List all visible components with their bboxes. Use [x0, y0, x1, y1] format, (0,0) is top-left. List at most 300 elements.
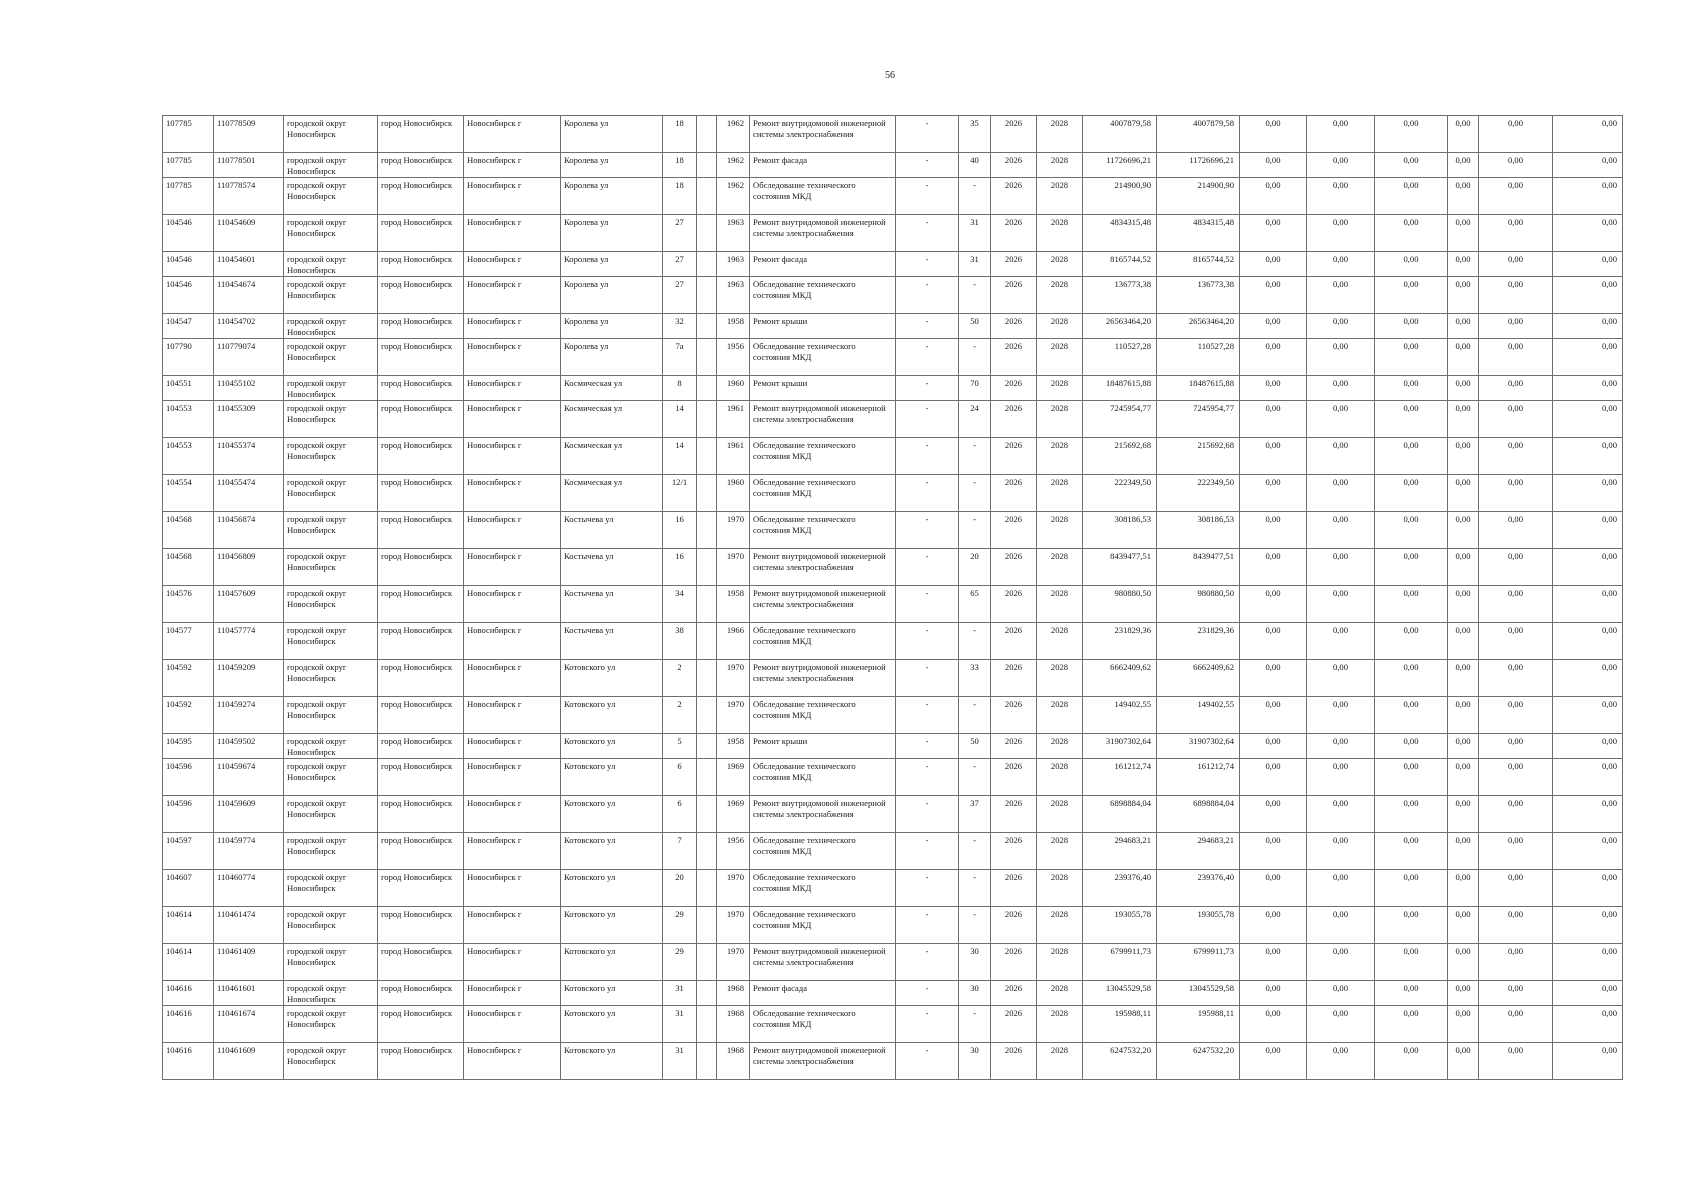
cell-total: 8439477,51: [1157, 549, 1240, 586]
table-row: [163, 944, 1623, 981]
cell-v6: 0,00: [1553, 759, 1623, 796]
cell-settlement: город Новосибирск: [378, 401, 464, 438]
cell-code: 110454601: [214, 252, 284, 277]
cell-wear: 50: [959, 734, 991, 759]
cell-v4: 0,00: [1448, 549, 1479, 586]
cell-v6: 0,00: [1553, 660, 1623, 697]
cell-v1: 0,00: [1240, 833, 1307, 870]
cell-v3: 0,00: [1375, 339, 1448, 376]
cell-year-to: 2028: [1037, 907, 1083, 944]
cell-total: 308186,53: [1157, 512, 1240, 549]
cell-id: 104547: [163, 314, 214, 339]
cell-city: Новосибирск г: [464, 907, 561, 944]
cell-v5: 0,00: [1479, 870, 1553, 907]
cell-wear: 33: [959, 660, 991, 697]
cell-v2: 0,00: [1307, 475, 1375, 512]
cell-v5: 0,00: [1479, 339, 1553, 376]
cell-blank: [697, 623, 717, 660]
cell-street: Королева ул: [561, 215, 663, 252]
cell-year-to: 2028: [1037, 475, 1083, 512]
cell-settlement: город Новосибирск: [378, 339, 464, 376]
cell-dash: -: [896, 339, 959, 376]
cell-work: Ремонт внутридомовой инженерной системы электроснабжения: [750, 796, 896, 833]
cell-blank: [697, 660, 717, 697]
cell-year-from: 2026: [991, 697, 1037, 734]
cell-id: 107790: [163, 339, 214, 376]
table-row: [163, 1043, 1623, 1080]
cell-district: городской округ Новосибирск: [284, 660, 378, 697]
cell-wear: -: [959, 178, 991, 215]
cell-city: Новосибирск г: [464, 697, 561, 734]
cell-wear: -: [959, 697, 991, 734]
cell-total: 13045529,58: [1157, 981, 1240, 1006]
cell-year-to: 2028: [1037, 401, 1083, 438]
cell-district: городской округ Новосибирск: [284, 314, 378, 339]
cell-v1: 0,00: [1240, 623, 1307, 660]
cell-dash: -: [896, 734, 959, 759]
cell-city: Новосибирск г: [464, 623, 561, 660]
cell-v2: 0,00: [1307, 339, 1375, 376]
cell-street: Костычева ул: [561, 512, 663, 549]
cell-total: 4834315,48: [1157, 215, 1240, 252]
cell-year-from: 2026: [991, 475, 1037, 512]
cell-year: 1958: [717, 314, 750, 339]
cell-work: Обследование технического состояния МКД: [750, 870, 896, 907]
cell-blank: [697, 153, 717, 178]
cell-total: 18487615,88: [1157, 376, 1240, 401]
cell-dash: -: [896, 623, 959, 660]
cell-v4: 0,00: [1448, 438, 1479, 475]
cell-v6: 0,00: [1553, 734, 1623, 759]
cell-district: городской округ Новосибирск: [284, 981, 378, 1006]
cell-dash: -: [896, 833, 959, 870]
cell-v4: 0,00: [1448, 734, 1479, 759]
cell-house: 6: [663, 759, 697, 796]
cell-district: городской округ Новосибирск: [284, 944, 378, 981]
cell-city: Новосибирск г: [464, 376, 561, 401]
cell-year: 1958: [717, 734, 750, 759]
cell-year: 1969: [717, 796, 750, 833]
cell-street: Котовского ул: [561, 981, 663, 1006]
table-row: [163, 981, 1623, 1006]
cell-year-to: 2028: [1037, 215, 1083, 252]
cell-v3: 0,00: [1375, 870, 1448, 907]
cell-v4: 0,00: [1448, 660, 1479, 697]
cell-v1: 0,00: [1240, 944, 1307, 981]
cell-city: Новосибирск г: [464, 759, 561, 796]
cell-v2: 0,00: [1307, 116, 1375, 153]
cell-work: Ремонт фасада: [750, 981, 896, 1006]
cell-blank: [697, 339, 717, 376]
cell-year: 1962: [717, 153, 750, 178]
cell-v1: 0,00: [1240, 252, 1307, 277]
cell-street: Котовского ул: [561, 759, 663, 796]
cell-blank: [697, 734, 717, 759]
cell-cost: 26563464,20: [1083, 314, 1157, 339]
cell-v5: 0,00: [1479, 734, 1553, 759]
cell-v5: 0,00: [1479, 944, 1553, 981]
cell-v3: 0,00: [1375, 623, 1448, 660]
cell-wear: 31: [959, 215, 991, 252]
cell-v3: 0,00: [1375, 475, 1448, 512]
table-row: [163, 697, 1623, 734]
cell-blank: [697, 981, 717, 1006]
cell-cost: 136773,38: [1083, 277, 1157, 314]
cell-v4: 0,00: [1448, 512, 1479, 549]
cell-v6: 0,00: [1553, 178, 1623, 215]
cell-year: 1958: [717, 586, 750, 623]
cell-dash: -: [896, 660, 959, 697]
cell-total: 222349,50: [1157, 475, 1240, 512]
cell-wear: 24: [959, 401, 991, 438]
cell-house: 20: [663, 870, 697, 907]
cell-year-from: 2026: [991, 1043, 1037, 1080]
cell-total: 294683,21: [1157, 833, 1240, 870]
cell-wear: -: [959, 475, 991, 512]
cell-id: 104595: [163, 734, 214, 759]
cell-id: 104596: [163, 759, 214, 796]
cell-v4: 0,00: [1448, 116, 1479, 153]
cell-street: Королева ул: [561, 277, 663, 314]
cell-city: Новосибирск г: [464, 981, 561, 1006]
cell-dash: -: [896, 697, 959, 734]
cell-v5: 0,00: [1479, 116, 1553, 153]
cell-blank: [697, 401, 717, 438]
cell-work: Ремонт внутридомовой инженерной системы электроснабжения: [750, 586, 896, 623]
cell-cost: 149402,55: [1083, 697, 1157, 734]
cell-street: Котовского ул: [561, 944, 663, 981]
cell-cost: 161212,74: [1083, 759, 1157, 796]
cell-district: городской округ Новосибирск: [284, 178, 378, 215]
cell-settlement: город Новосибирск: [378, 215, 464, 252]
cell-v5: 0,00: [1479, 549, 1553, 586]
cell-id: 104607: [163, 870, 214, 907]
cell-dash: -: [896, 475, 959, 512]
cell-street: Котовского ул: [561, 833, 663, 870]
cell-code: 110454702: [214, 314, 284, 339]
cell-v2: 0,00: [1307, 870, 1375, 907]
cell-v1: 0,00: [1240, 981, 1307, 1006]
cell-v1: 0,00: [1240, 475, 1307, 512]
cell-settlement: город Новосибирск: [378, 586, 464, 623]
cell-work: Ремонт крыши: [750, 376, 896, 401]
cell-v4: 0,00: [1448, 586, 1479, 623]
cell-house: 32: [663, 314, 697, 339]
cell-district: городской округ Новосибирск: [284, 475, 378, 512]
cell-code: 110457774: [214, 623, 284, 660]
cell-year: 1966: [717, 623, 750, 660]
cell-blank: [697, 697, 717, 734]
cell-total: 8165744,52: [1157, 252, 1240, 277]
cell-dash: -: [896, 907, 959, 944]
cell-district: городской округ Новосибирск: [284, 1006, 378, 1043]
cell-year-from: 2026: [991, 314, 1037, 339]
cell-cost: 31907302,64: [1083, 734, 1157, 759]
cell-city: Новосибирск г: [464, 475, 561, 512]
cell-district: городской округ Новосибирск: [284, 759, 378, 796]
cell-total: 4007879,58: [1157, 116, 1240, 153]
cell-code: 110457609: [214, 586, 284, 623]
cell-v3: 0,00: [1375, 215, 1448, 252]
cell-district: городской округ Новосибирск: [284, 734, 378, 759]
cell-blank: [697, 116, 717, 153]
cell-blank: [697, 215, 717, 252]
cell-year: 1970: [717, 512, 750, 549]
cell-v6: 0,00: [1553, 438, 1623, 475]
cell-v6: 0,00: [1553, 475, 1623, 512]
cell-code: 110454609: [214, 215, 284, 252]
cell-v6: 0,00: [1553, 401, 1623, 438]
cell-v3: 0,00: [1375, 116, 1448, 153]
cell-city: Новосибирск г: [464, 1006, 561, 1043]
cell-settlement: город Новосибирск: [378, 734, 464, 759]
cell-v1: 0,00: [1240, 796, 1307, 833]
cell-district: городской округ Новосибирск: [284, 833, 378, 870]
cell-v4: 0,00: [1448, 981, 1479, 1006]
cell-house: 18: [663, 116, 697, 153]
cell-house: 27: [663, 215, 697, 252]
cell-v1: 0,00: [1240, 759, 1307, 796]
cell-code: 110456809: [214, 549, 284, 586]
cell-v1: 0,00: [1240, 178, 1307, 215]
cell-settlement: город Новосибирск: [378, 376, 464, 401]
cell-total: 136773,38: [1157, 277, 1240, 314]
cell-v3: 0,00: [1375, 759, 1448, 796]
cell-house: 27: [663, 277, 697, 314]
cell-v4: 0,00: [1448, 944, 1479, 981]
cell-id: 107785: [163, 116, 214, 153]
cell-settlement: город Новосибирск: [378, 314, 464, 339]
cell-settlement: город Новосибирск: [378, 623, 464, 660]
cell-v4: 0,00: [1448, 401, 1479, 438]
cell-v5: 0,00: [1479, 586, 1553, 623]
cell-v4: 0,00: [1448, 870, 1479, 907]
cell-id: 104568: [163, 549, 214, 586]
cell-v2: 0,00: [1307, 178, 1375, 215]
cell-v2: 0,00: [1307, 759, 1375, 796]
cell-district: городской округ Новосибирск: [284, 215, 378, 252]
cell-v5: 0,00: [1479, 153, 1553, 178]
cell-total: 215692,68: [1157, 438, 1240, 475]
cell-total: 6898884,04: [1157, 796, 1240, 833]
cell-dash: -: [896, 438, 959, 475]
cell-city: Новосибирск г: [464, 438, 561, 475]
cell-v4: 0,00: [1448, 215, 1479, 252]
table-row: [163, 549, 1623, 586]
cell-street: Королева ул: [561, 153, 663, 178]
cell-v6: 0,00: [1553, 1006, 1623, 1043]
cell-wear: 70: [959, 376, 991, 401]
cell-year: 1970: [717, 870, 750, 907]
cell-v1: 0,00: [1240, 660, 1307, 697]
cell-code: 110461674: [214, 1006, 284, 1043]
cell-v2: 0,00: [1307, 623, 1375, 660]
cell-street: Королева ул: [561, 314, 663, 339]
cell-house: 5: [663, 734, 697, 759]
cell-code: 110455102: [214, 376, 284, 401]
cell-total: 214900,90: [1157, 178, 1240, 215]
cell-city: Новосибирск г: [464, 660, 561, 697]
cell-id: 104616: [163, 1006, 214, 1043]
cell-v6: 0,00: [1553, 1043, 1623, 1080]
cell-year-to: 2028: [1037, 116, 1083, 153]
cell-house: 16: [663, 549, 697, 586]
cell-blank: [697, 759, 717, 796]
cell-work: Обследование технического состояния МКД: [750, 623, 896, 660]
cell-dash: -: [896, 759, 959, 796]
cell-v5: 0,00: [1479, 1006, 1553, 1043]
cell-year: 1963: [717, 215, 750, 252]
cell-year: 1968: [717, 981, 750, 1006]
cell-year: 1962: [717, 178, 750, 215]
cell-wear: -: [959, 870, 991, 907]
cell-v6: 0,00: [1553, 944, 1623, 981]
cell-v4: 0,00: [1448, 153, 1479, 178]
cell-id: 104546: [163, 277, 214, 314]
cell-city: Новосибирск г: [464, 401, 561, 438]
cell-street: Котовского ул: [561, 1006, 663, 1043]
cell-year-to: 2028: [1037, 1006, 1083, 1043]
cell-house: 18: [663, 178, 697, 215]
cell-city: Новосибирск г: [464, 215, 561, 252]
cell-v2: 0,00: [1307, 277, 1375, 314]
cell-blank: [697, 796, 717, 833]
cell-dash: -: [896, 215, 959, 252]
cell-cost: 214900,90: [1083, 178, 1157, 215]
cell-settlement: город Новосибирск: [378, 697, 464, 734]
cell-v4: 0,00: [1448, 1043, 1479, 1080]
cell-blank: [697, 178, 717, 215]
cell-city: Новосибирск г: [464, 796, 561, 833]
cell-v6: 0,00: [1553, 252, 1623, 277]
cell-id: 104592: [163, 660, 214, 697]
cell-city: Новосибирск г: [464, 116, 561, 153]
cell-blank: [697, 1043, 717, 1080]
cell-cost: 215692,68: [1083, 438, 1157, 475]
cell-v3: 0,00: [1375, 153, 1448, 178]
cell-city: Новосибирск г: [464, 870, 561, 907]
cell-total: 231829,36: [1157, 623, 1240, 660]
cell-v1: 0,00: [1240, 339, 1307, 376]
cell-cost: 6799911,73: [1083, 944, 1157, 981]
cell-v1: 0,00: [1240, 870, 1307, 907]
cell-year-from: 2026: [991, 376, 1037, 401]
cell-total: 6799911,73: [1157, 944, 1240, 981]
cell-work: Ремонт внутридомовой инженерной системы электроснабжения: [750, 215, 896, 252]
cell-v5: 0,00: [1479, 697, 1553, 734]
cell-settlement: город Новосибирск: [378, 549, 464, 586]
cell-wear: 40: [959, 153, 991, 178]
cell-year-to: 2028: [1037, 252, 1083, 277]
cell-code: 110461409: [214, 944, 284, 981]
cell-v4: 0,00: [1448, 376, 1479, 401]
cell-street: Королева ул: [561, 339, 663, 376]
cell-year: 1970: [717, 549, 750, 586]
cell-v5: 0,00: [1479, 759, 1553, 796]
cell-city: Новосибирск г: [464, 1043, 561, 1080]
cell-code: 110461609: [214, 1043, 284, 1080]
cell-v1: 0,00: [1240, 153, 1307, 178]
cell-house: 2: [663, 660, 697, 697]
table-row: [163, 870, 1623, 907]
cell-year-to: 2028: [1037, 944, 1083, 981]
cell-total: 11726696,21: [1157, 153, 1240, 178]
cell-v4: 0,00: [1448, 475, 1479, 512]
cell-v3: 0,00: [1375, 277, 1448, 314]
cell-settlement: город Новосибирск: [378, 944, 464, 981]
cell-wear: 30: [959, 981, 991, 1006]
cell-house: 27: [663, 252, 697, 277]
cell-work: Обследование технического состояния МКД: [750, 339, 896, 376]
cell-district: городской округ Новосибирск: [284, 153, 378, 178]
cell-work: Ремонт крыши: [750, 734, 896, 759]
table-row: [163, 401, 1623, 438]
table-row: [163, 796, 1623, 833]
cell-v3: 0,00: [1375, 586, 1448, 623]
cell-v1: 0,00: [1240, 512, 1307, 549]
cell-id: 104576: [163, 586, 214, 623]
cell-v2: 0,00: [1307, 512, 1375, 549]
cell-year: 1960: [717, 475, 750, 512]
cell-v6: 0,00: [1553, 339, 1623, 376]
cell-city: Новосибирск г: [464, 833, 561, 870]
cell-city: Новосибирск г: [464, 734, 561, 759]
cell-code: 110455474: [214, 475, 284, 512]
cell-work: Обследование технического состояния МКД: [750, 833, 896, 870]
cell-code: 110459674: [214, 759, 284, 796]
cell-street: Королева ул: [561, 252, 663, 277]
cell-year-from: 2026: [991, 252, 1037, 277]
cell-dash: -: [896, 116, 959, 153]
cell-code: 110459774: [214, 833, 284, 870]
cell-total: 6247532,20: [1157, 1043, 1240, 1080]
cell-district: городской округ Новосибирск: [284, 339, 378, 376]
cell-year-from: 2026: [991, 870, 1037, 907]
cell-v3: 0,00: [1375, 944, 1448, 981]
cell-year-from: 2026: [991, 178, 1037, 215]
table-row: [163, 907, 1623, 944]
cell-id: 104546: [163, 215, 214, 252]
cell-house: 31: [663, 981, 697, 1006]
cell-street: Котовского ул: [561, 796, 663, 833]
cell-year-from: 2026: [991, 153, 1037, 178]
cell-v4: 0,00: [1448, 314, 1479, 339]
cell-v2: 0,00: [1307, 833, 1375, 870]
cell-id: 104568: [163, 512, 214, 549]
cell-cost: 7245954,77: [1083, 401, 1157, 438]
cell-code: 110454674: [214, 277, 284, 314]
cell-year-to: 2028: [1037, 153, 1083, 178]
cell-district: городской округ Новосибирск: [284, 586, 378, 623]
cell-id: 104616: [163, 1043, 214, 1080]
cell-dash: -: [896, 981, 959, 1006]
cell-id: 107785: [163, 153, 214, 178]
cell-district: городской округ Новосибирск: [284, 907, 378, 944]
cell-dash: -: [896, 376, 959, 401]
cell-v3: 0,00: [1375, 907, 1448, 944]
cell-total: 7245954,77: [1157, 401, 1240, 438]
cell-blank: [697, 944, 717, 981]
cell-v4: 0,00: [1448, 623, 1479, 660]
cell-street: Котовского ул: [561, 697, 663, 734]
cell-blank: [697, 252, 717, 277]
cell-work: Обследование технического состояния МКД: [750, 277, 896, 314]
cell-work: Ремонт крыши: [750, 314, 896, 339]
cell-work: Обследование технического состояния МКД: [750, 697, 896, 734]
cell-cost: 193055,78: [1083, 907, 1157, 944]
cell-v6: 0,00: [1553, 586, 1623, 623]
cell-work: Ремонт фасада: [750, 252, 896, 277]
